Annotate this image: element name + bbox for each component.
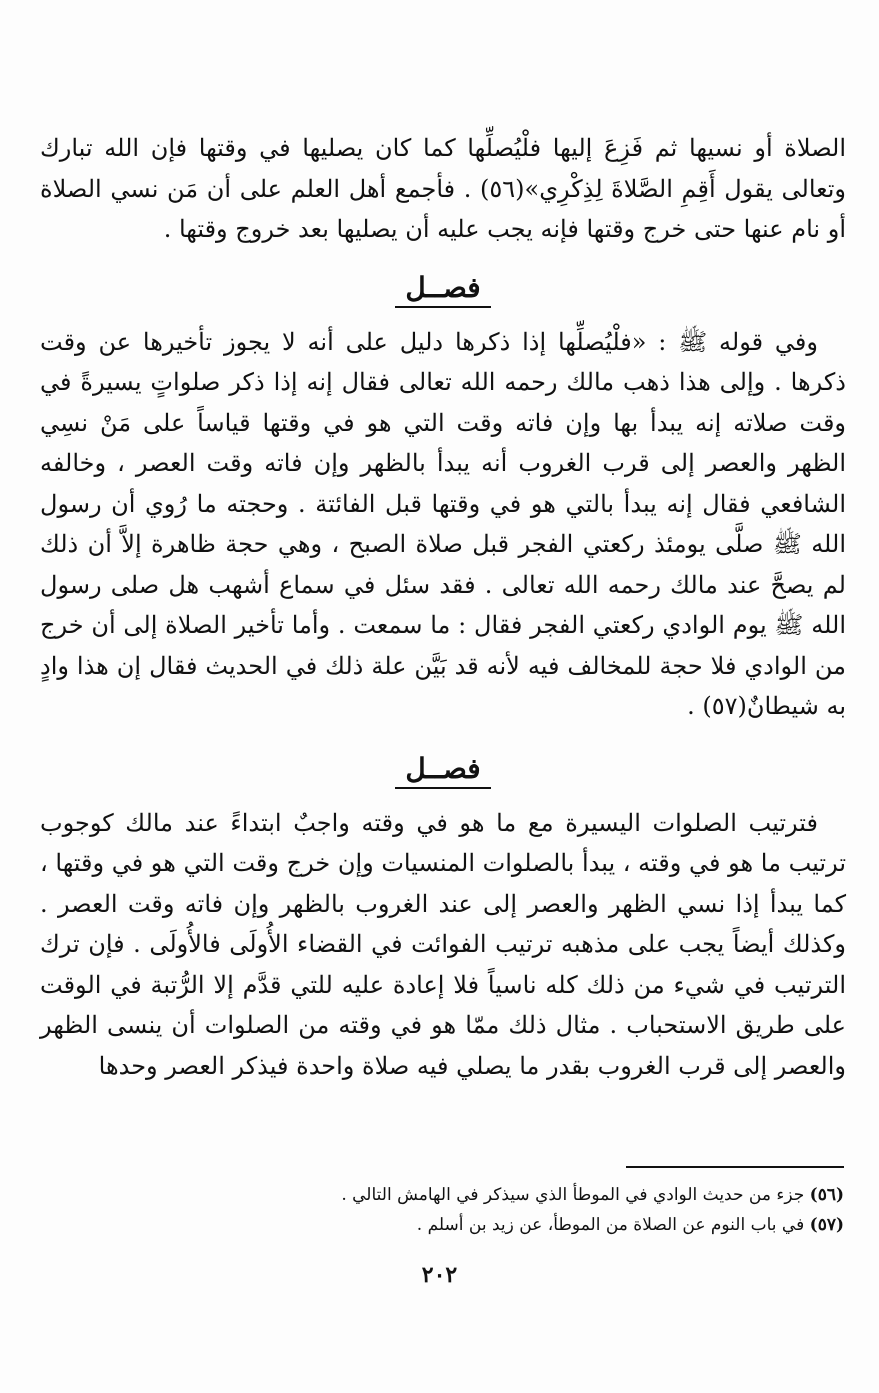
footnote-57 [38, 1210, 844, 1240]
section-heading-1 [40, 268, 846, 308]
section-1-paragraph: وفي قوله ﷺ : «فلْيُصلِّها إذا ذكرها دليل على أنه لا يجوز تأخيرها عن وقت ذكرها . وإلى هذا ذهب مالك رحمه الله تعالى فقال إنه إذا ذكر صلواتٍ يسيرةً في وقت صلاته إنه يبدأ بها وإن فاته وقت التي هو في وقتها قياساً على مَنْ نسِي الظهر والعصر إلى قرب الغروب أنه يبدأ بالظهر وإن فاته وقت العصر ، وخالفه الشافعي فقال إنه يبدأ بالتي هو في وقتها قبل الفائتة . وحجته ما رُوي أن رسول الله ﷺ صلَّى يومئذ ركعتي الفجر قبل صلاة الصبح ، وهي حجة ظاهرة إلاَّ أن ذلك لم يصحَّ عند مالك رحمه الله تعالى . فقد سئل في سماع أشهب هل صلى رسول الله ﷺ يوم الوادي ركعتي الفجر فقال : ما سمعت . وأما تأخير الصلاة إلى أن خرج من الوادي فلا حجة للمخالف فيه لأنه قد بَيَّن علة ذلك في الحديث فقال إن هذا وادٍ به شيطانٌ(٥٧) . [40, 327, 846, 720]
footnote-56-number: (٥٦) [809, 1185, 844, 1205]
section-2-paragraph: فترتيب الصلوات اليسيرة مع ما هو في وقته واجبٌ ابتداءً عند مالك كوجوب ترتيب ما هو في وقته ، يبدأ بالصلوات المنسيات وإن خرج وقت التي هو في وقتها ، كما يبدأ إذا نسي الظهر والعصر إلى عند الغروب بالظهر وإن فاته وقت العصر . وكذلك أيضاً يجب على مذهبه ترتيب الفوائت في القضاء الأُولَى فالأُولَى . فإن ترك الترتيب في شيء من ذلك كله ناسياً فلا إعادة عليه للتي قدَّم إلا الرُّتبة في الوقت على طريق الاستحباب . مثال ذلك ممّا هو في وقته من الصلوات أن ينسى الظهر والعصر إلى قرب الغروب بقدر ما يصلي فيه صلاة واحدة فيذكر العصر وحدها [40, 808, 846, 1080]
section-heading-1-text: فصــل [395, 271, 490, 308]
section-heading-2 [40, 749, 846, 789]
intro-paragraph: الصلاة أو نسيها ثم فَزِعَ إليها فلْيُصلِّها كما كان يصليها في وقتها فإن الله تبارك وتعالى يقول أَقِمِ الصَّلاةَ لِذِكْرِي»(٥٦) . فأجمع أهل العلم على أن مَن نسي الصلاة أو نام عنها حتى خرج وقتها فإنه يجب عليه أن يصليها بعد خروج وقتها . [40, 134, 846, 243]
footnote-divider [626, 1166, 844, 1168]
section-heading-2-text: فصــل [395, 752, 490, 789]
footnote-57-number: (٥٧) [809, 1215, 844, 1235]
footnotes [38, 1180, 844, 1240]
footnote-56-text: جزء من حديث الوادي في الموطأ الذي سيذكر في الهامش التالي . [341, 1185, 805, 1205]
page-number: ٢٠٢ [421, 1262, 458, 1288]
footnote-57-text: في باب النوم عن الصلاة من الموطأ، عن زيد بن أسلم . [416, 1215, 805, 1235]
page-body [40, 128, 846, 1086]
footnote-56 [38, 1180, 844, 1210]
